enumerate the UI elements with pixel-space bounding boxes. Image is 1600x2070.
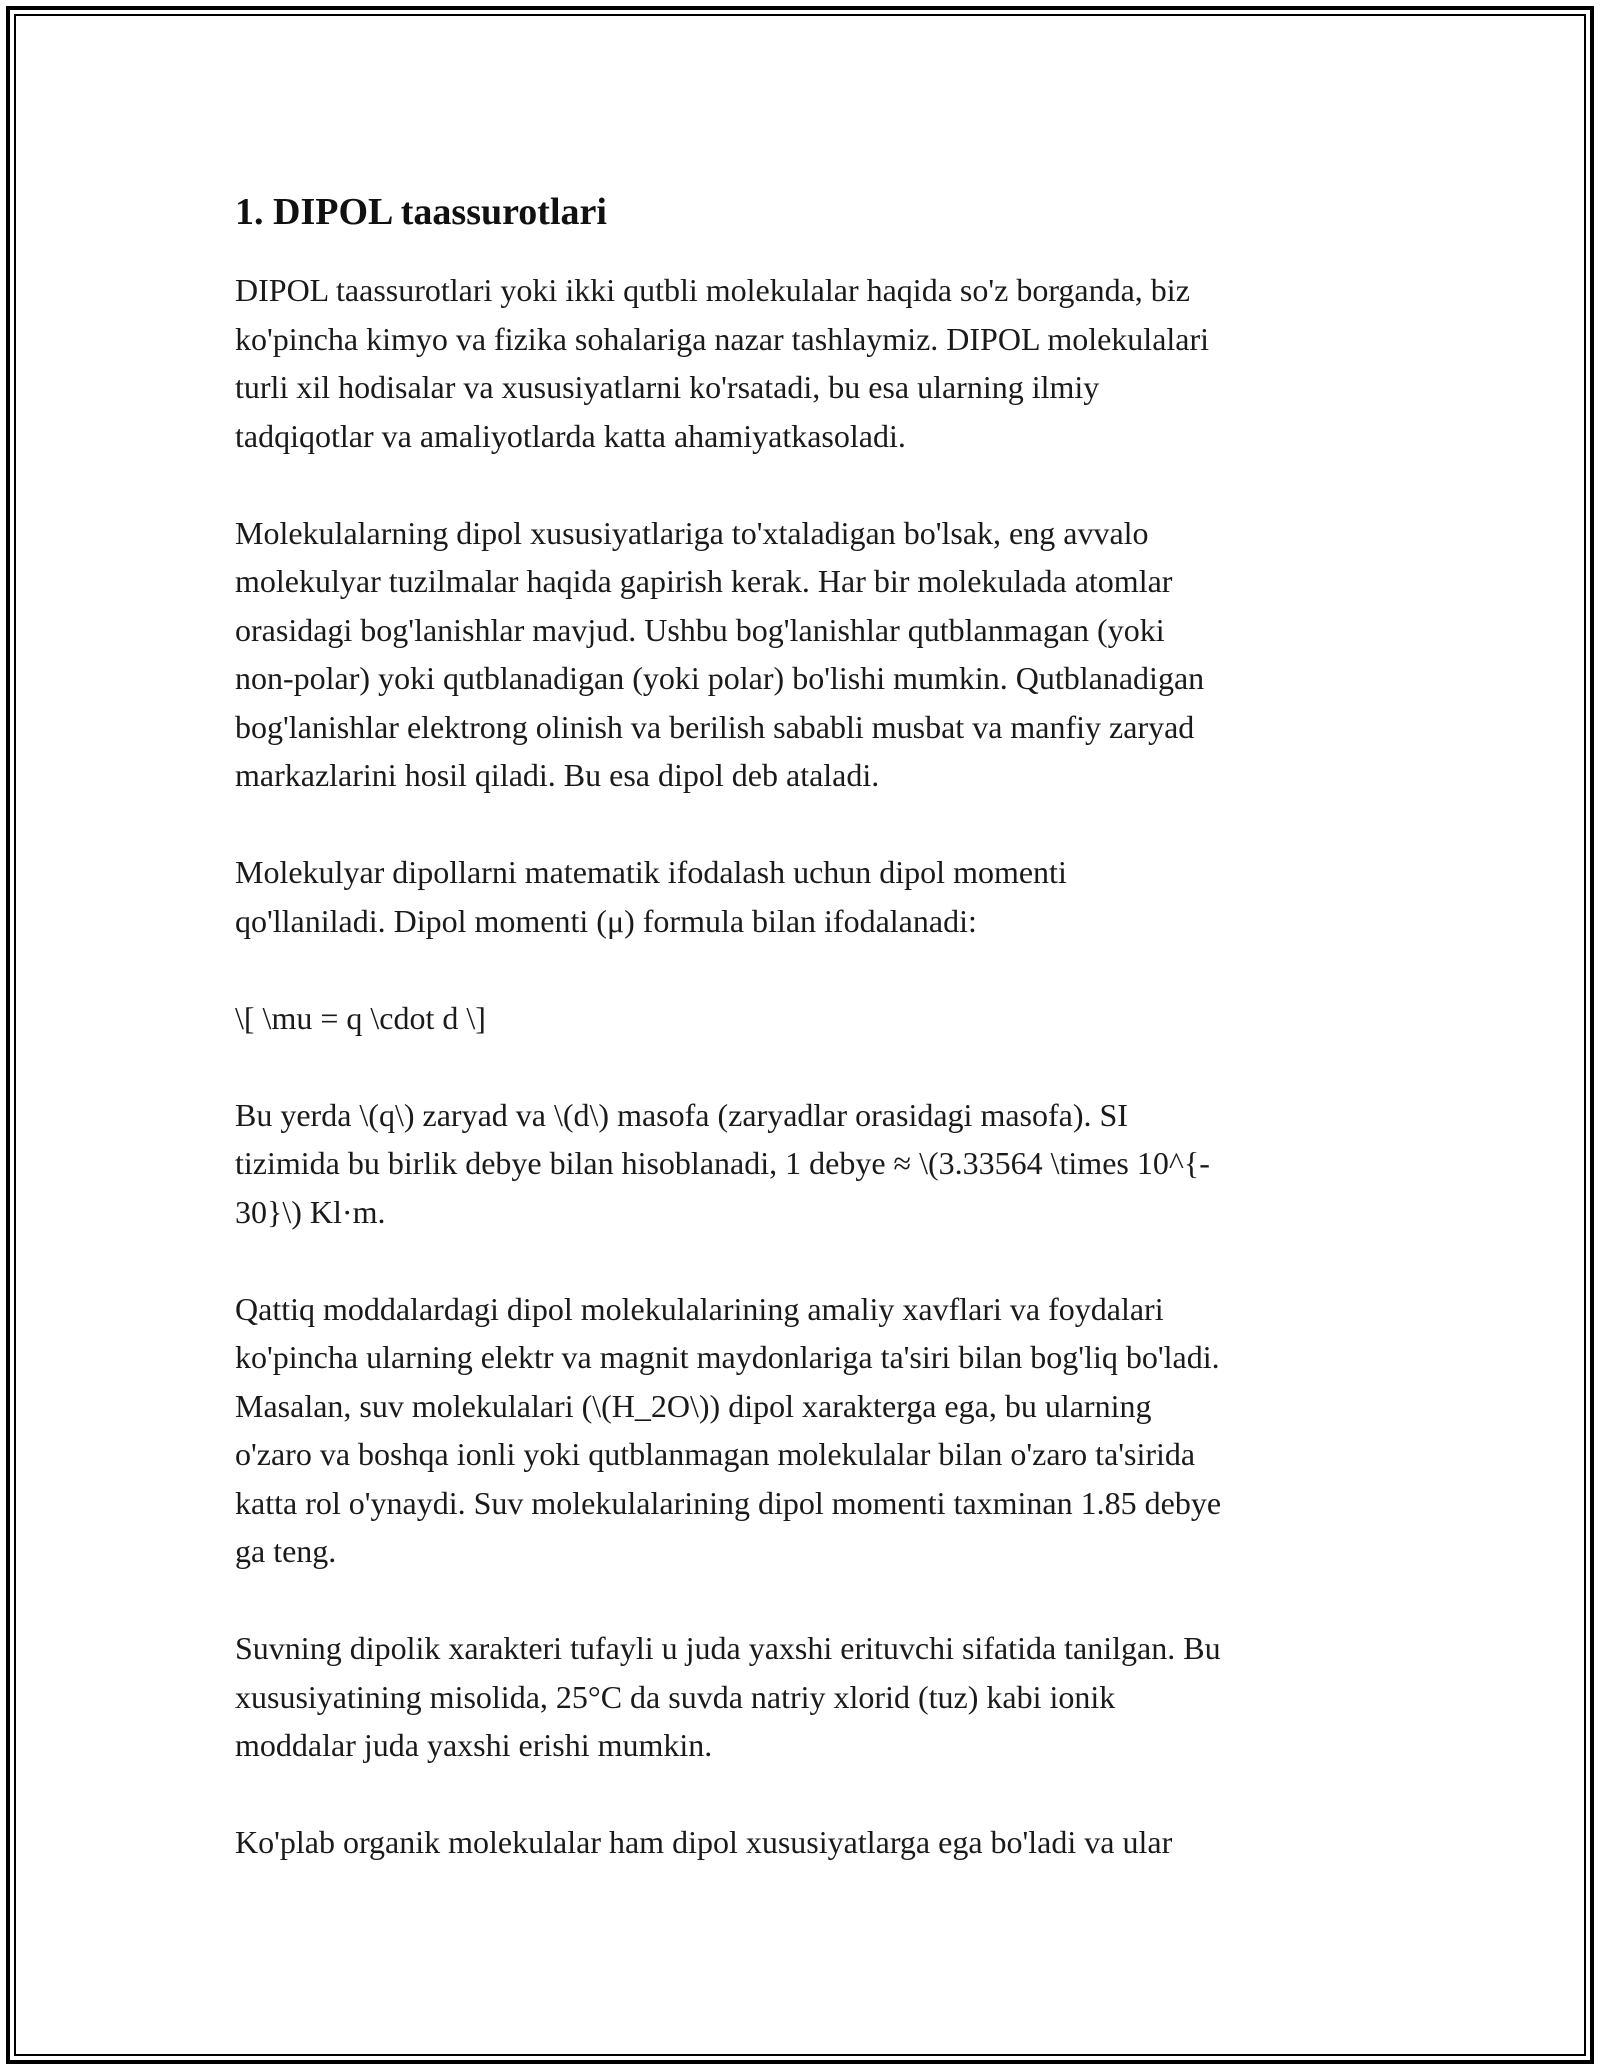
paragraph-organic: Ko'plab organik molekulalar ham dipol xususiyatlarga ega bo'ladi va ular — [235, 1824, 1173, 1860]
paragraph-molecular-structure: Molekulalarning dipol xususiyatlariga to'xtaladigan bo'lsak, eng avvalo molekulyar tuzilmalar haqida gapirish kerak. Har bir molekulada atomlar orasidagi bog'lanishlar mavjud. Ushbu bog'lanishlar qutblanmagan (yoki non-polar) yoki qutblanadigan (yoki polar) bo'lishi mumkin. Qutblanadigan bog'lanishlar elektrong olinish va berilish sababli musbat va manfiy zaryad markazlarini hosil qiladi. Bu esa dipol deb ataladi. — [235, 514, 1205, 793]
paragraph-water: Qattiq moddalardagi dipol molekulalarining amaliy xavflari va foydalari ko'pincha ularning elektr va magnit maydonlariga ta'siri bilan bog'liq bo'ladi. Masalan, suv molekulalari (\(H_2O\)) dipol xarakterga ega, bu ularning o'zaro va boshqa ionli yoki qutblanmagan molekulalar bilan o'zaro ta'sirida katta rol o'ynaydi. Suv molekulalarining dipol momenti taxminan 1.85 debye ga teng. — [235, 1290, 1222, 1569]
document-body — [235, 186, 1375, 1915]
paragraph-intro: DIPOL taassurotlari yoki ikki qutbli molekulalar haqida so'z borganda, biz ko'pincha kimyo va fizika sohalariga nazar tashlaymiz. DIPOL molekulalari turli xil hodisalar va xususiyatlarni ko'rsatadi, bu esa ularning ilmiy tadqiqotlar va amaliyotlarda katta ahamiyatkasoladi. — [235, 272, 1210, 454]
paragraph-solvent: Suvning dipolik xarakteri tufayli u juda yaxshi erituvchi sifatida tanilgan. Bu xususiyatining misolida, 25°C da suvda natriy xlorid (tuz) kabi ionik moddalar juda yaxshi erishi mumkin. — [235, 1630, 1221, 1763]
paragraph-dipole-moment: Molekulyar dipollarni matematik ifodalash uchun dipol momenti qo'llaniladi. Dipol momenti (μ) formula bilan ifodalanadi: — [235, 854, 1067, 939]
paragraph-units: Bu yerda \(q\) zaryad va \(d\) masofa (zaryadlar orasidagi masofa). SI tizimida bu birlik debye bilan hisoblanadi, 1 debye ≈ \(3.33564 \times 10^{- 30}\) Kl·m. — [235, 1096, 1210, 1230]
formula-line: \[ \mu = q \cdot d \] — [235, 999, 486, 1036]
section-heading: 1. DIPOL taassurotlari — [235, 191, 607, 233]
